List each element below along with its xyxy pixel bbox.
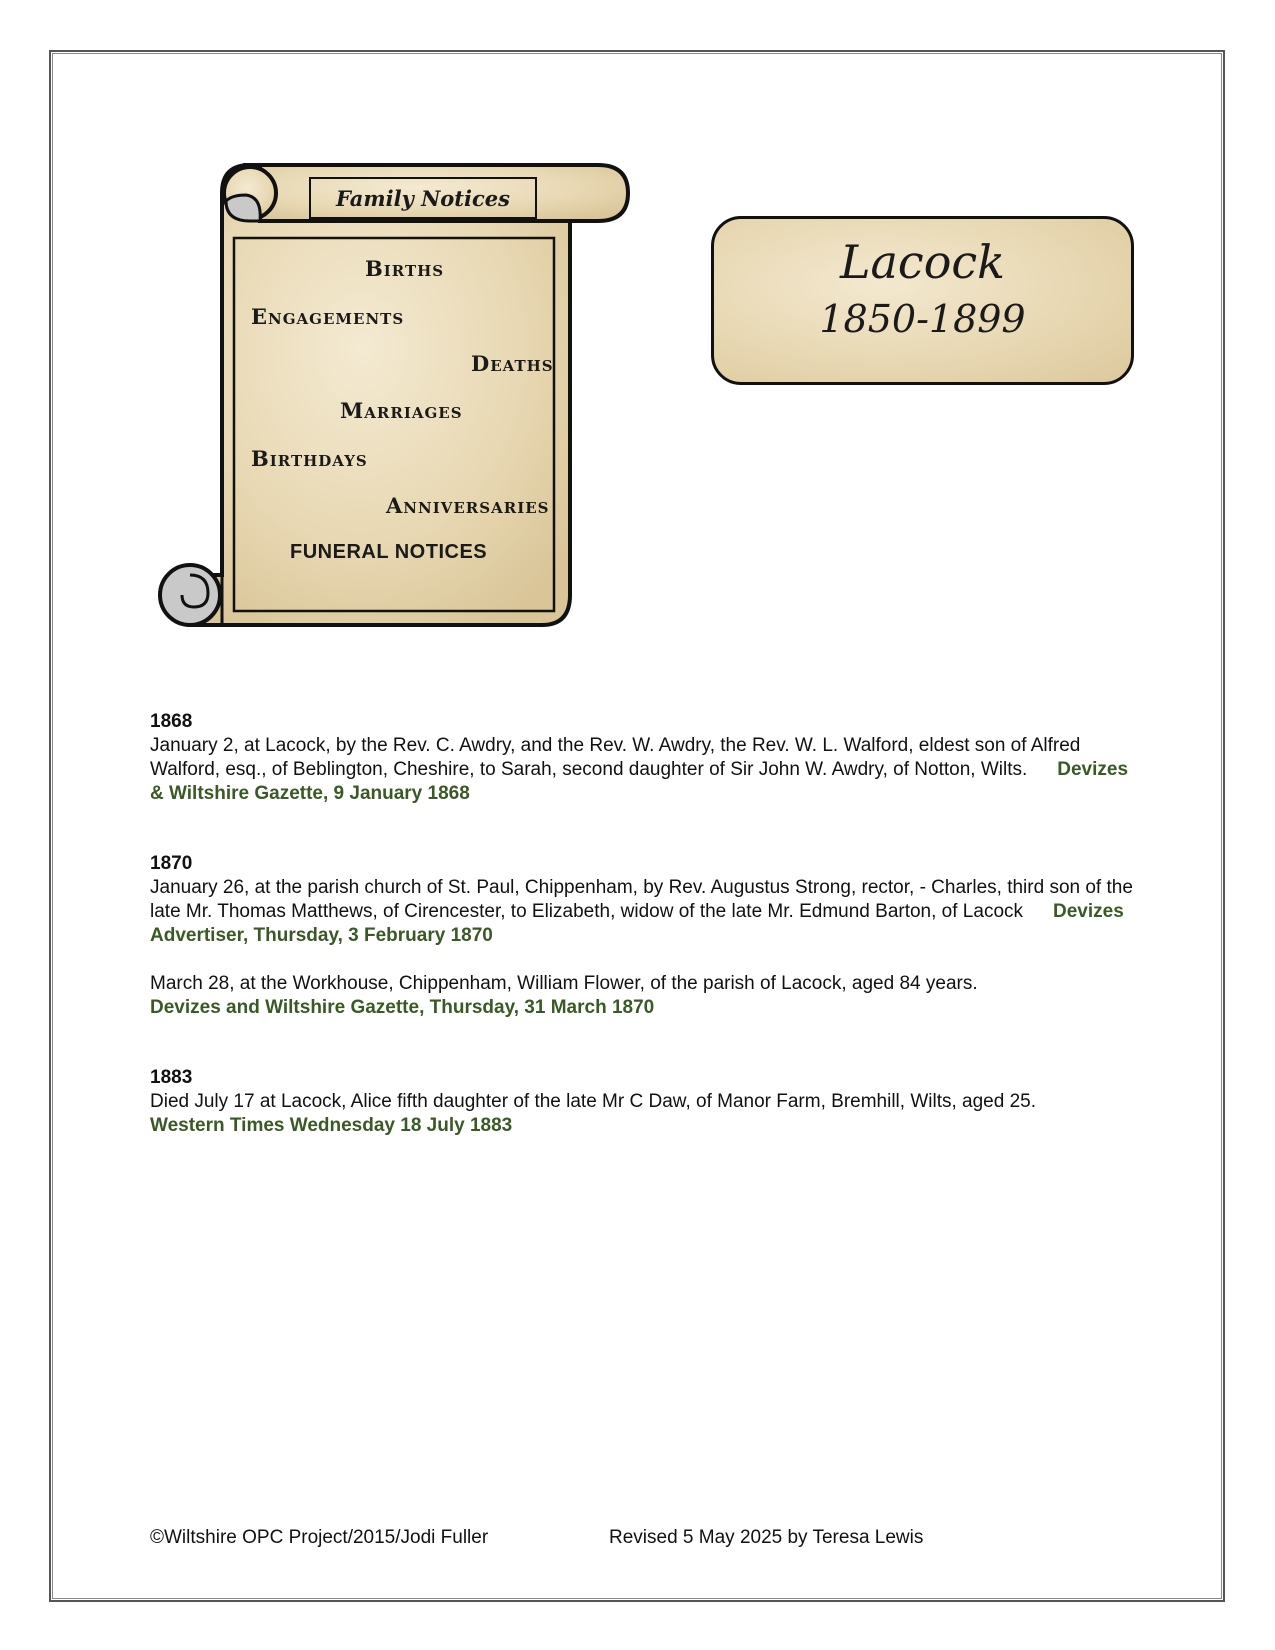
notice-source: Western Times Wednesday 18 July 1883 <box>150 1115 513 1136</box>
notice-entry <box>150 876 1140 948</box>
notice-entry <box>150 1090 1140 1138</box>
footer-copyright: ©Wiltshire OPC Project/2015/Jodi Fuller <box>150 1527 489 1548</box>
notice-entry <box>150 734 1140 806</box>
year-block-1883 <box>150 1066 1140 1138</box>
scroll-title: Family Notices <box>336 185 510 211</box>
year-block-1868 <box>150 710 1140 806</box>
year-heading: 1883 <box>150 1067 193 1088</box>
footer-revised: Revised 5 May 2025 by Teresa Lewis <box>609 1527 924 1548</box>
notice-text: Died July 17 at Lacock, Alice fifth daughter of the late Mr C Daw, of Manor Farm, Bremhill, Wilts, aged 25. <box>150 1091 1036 1112</box>
notice-text: January 2, at Lacock, by the Rev. C. Awdry, and the Rev. W. Awdry, the Rev. W. L. Walford, eldest son of Alfred Walford, esq., of Beblington, Cheshire, to Sarah, second daughter of Sir John W. Awdry, of Notton, Wilts. <box>150 735 1081 780</box>
notice-text: March 28, at the Workhouse, Chippenham, William Flower, of the parish of Lacock, aged 84 years. <box>150 973 978 994</box>
notice-text: January 26, at the parish church of St. Paul, Chippenham, by Rev. Augustus Strong, rector, - Charles, third son of the late Mr. Thomas Matthews, of Cirencester, to Elizabeth, widow of the late Mr. Edmund Barton, of Lacock <box>150 877 1133 922</box>
notice-entry <box>150 972 1140 1020</box>
place-title-box <box>711 216 1134 385</box>
scroll-item-births: Births <box>365 256 445 281</box>
year-heading: 1870 <box>150 853 193 874</box>
scroll-item-marriages: Marriages <box>340 398 463 423</box>
year-heading: 1868 <box>150 711 193 732</box>
notice-source: Devizes & Wiltshire Gazette, 9 January 1868 <box>150 759 1129 804</box>
place-years: 1850-1899 <box>819 297 1026 341</box>
notice-source: Devizes Advertiser, Thursday, 3 February 1870 <box>150 901 1124 946</box>
notice-source: Devizes and Wiltshire Gazette, Thursday, 31 March 1870 <box>150 997 655 1018</box>
scroll-item-engagements: Engagements <box>251 304 405 329</box>
year-block-1870 <box>150 852 1140 1020</box>
place-name: Lacock <box>839 235 1006 289</box>
scroll-item-funeral-notices: FUNERAL NOTICES <box>290 541 488 563</box>
scroll-item-anniversaries: Anniversaries <box>386 493 550 518</box>
notices-list <box>150 710 1140 1184</box>
scroll-item-deaths: Deaths <box>471 351 554 376</box>
scroll-item-birthdays: Birthdays <box>251 446 368 471</box>
